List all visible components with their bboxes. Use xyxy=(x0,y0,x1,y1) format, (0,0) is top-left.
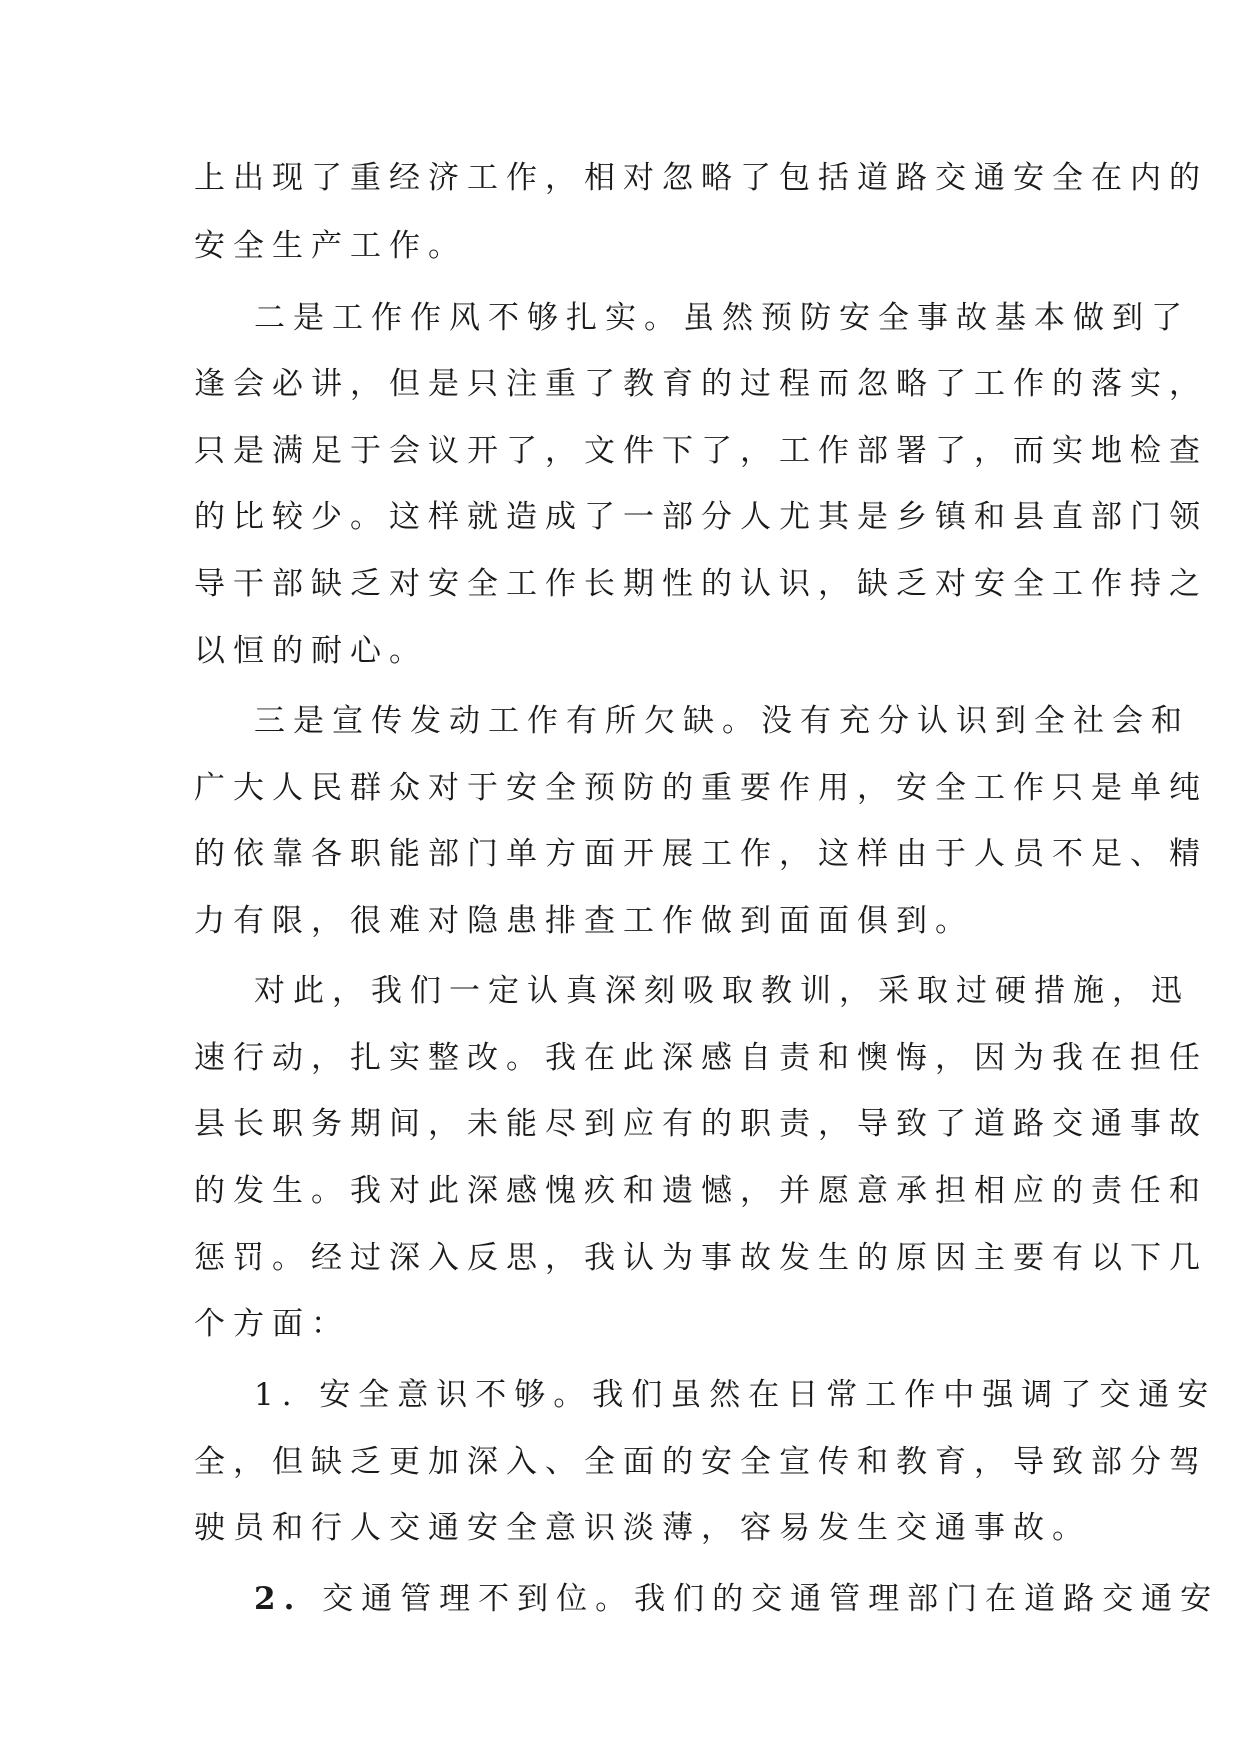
list-number: 1. xyxy=(254,1377,300,1413)
text-line: 力有限，很难对隐患排查工作做到面面俱到。 xyxy=(194,903,974,939)
text-line: 只是满足于会议开了，文件下了，工作部署了，而实地检查 xyxy=(194,433,1208,469)
text-line: 以恒的耐心。 xyxy=(194,633,428,669)
text-line: 逢会必讲，但是只注重了教育的过程而忽略了工作的落实， xyxy=(194,366,1208,402)
list-item-text: 安全意识不够。我们虽然在日常工作中强调了交通安 xyxy=(319,1377,1217,1413)
text-line: 导干部缺乏对安全工作长期性的认识，缺乏对安全工作持之 xyxy=(194,566,1208,602)
text-line: 的比较少。这样就造成了一部分人尤其是乡镇和县直部门领 xyxy=(194,499,1208,535)
list-item-1 xyxy=(254,1375,1216,1415)
text-line: 个方面： xyxy=(194,1306,350,1342)
list-item-2 xyxy=(254,1579,1219,1619)
text-line: 二是工作作风不够扎实。虽然预防安全事故基本做到了 xyxy=(254,300,1190,336)
text-line: 上出现了重经济工作，相对忽略了包括道路交通安全在内的 xyxy=(194,160,1208,196)
list-item-text: 交通管理不到位。我们的交通管理部门在道路交通安 xyxy=(322,1581,1220,1617)
text-line: 的发生。我对此深感愧疚和遗憾，并愿意承担相应的责任和 xyxy=(194,1173,1208,1209)
text-line: 广大人民群众对于安全预防的重要作用，安全工作只是单纯 xyxy=(194,770,1208,806)
text-line: 速行动，扎实整改。我在此深感自责和懊悔，因为我在担任 xyxy=(194,1040,1208,1076)
list-number: 2. xyxy=(254,1581,303,1617)
text-line: 全，但缺乏更加深入、全面的安全宣传和教育，导致部分驾 xyxy=(194,1444,1208,1480)
text-line: 县长职务期间，未能尽到应有的职责，导致了道路交通事故 xyxy=(194,1106,1208,1142)
text-line: 驶员和行人交通安全意识淡薄，容易发生交通事故。 xyxy=(194,1510,1091,1546)
text-line: 对此，我们一定认真深刻吸取教训，采取过硬措施，迅 xyxy=(254,973,1190,1009)
text-line: 安全生产工作。 xyxy=(194,228,467,264)
text-line: 惩罚。经过深入反思，我认为事故发生的原因主要有以下几 xyxy=(194,1240,1208,1276)
text-line: 的依靠各职能部门单方面开展工作，这样由于人员不足、精 xyxy=(194,836,1208,872)
text-line: 三是宣传发动工作有所欠缺。没有充分认识到全社会和 xyxy=(254,703,1190,739)
